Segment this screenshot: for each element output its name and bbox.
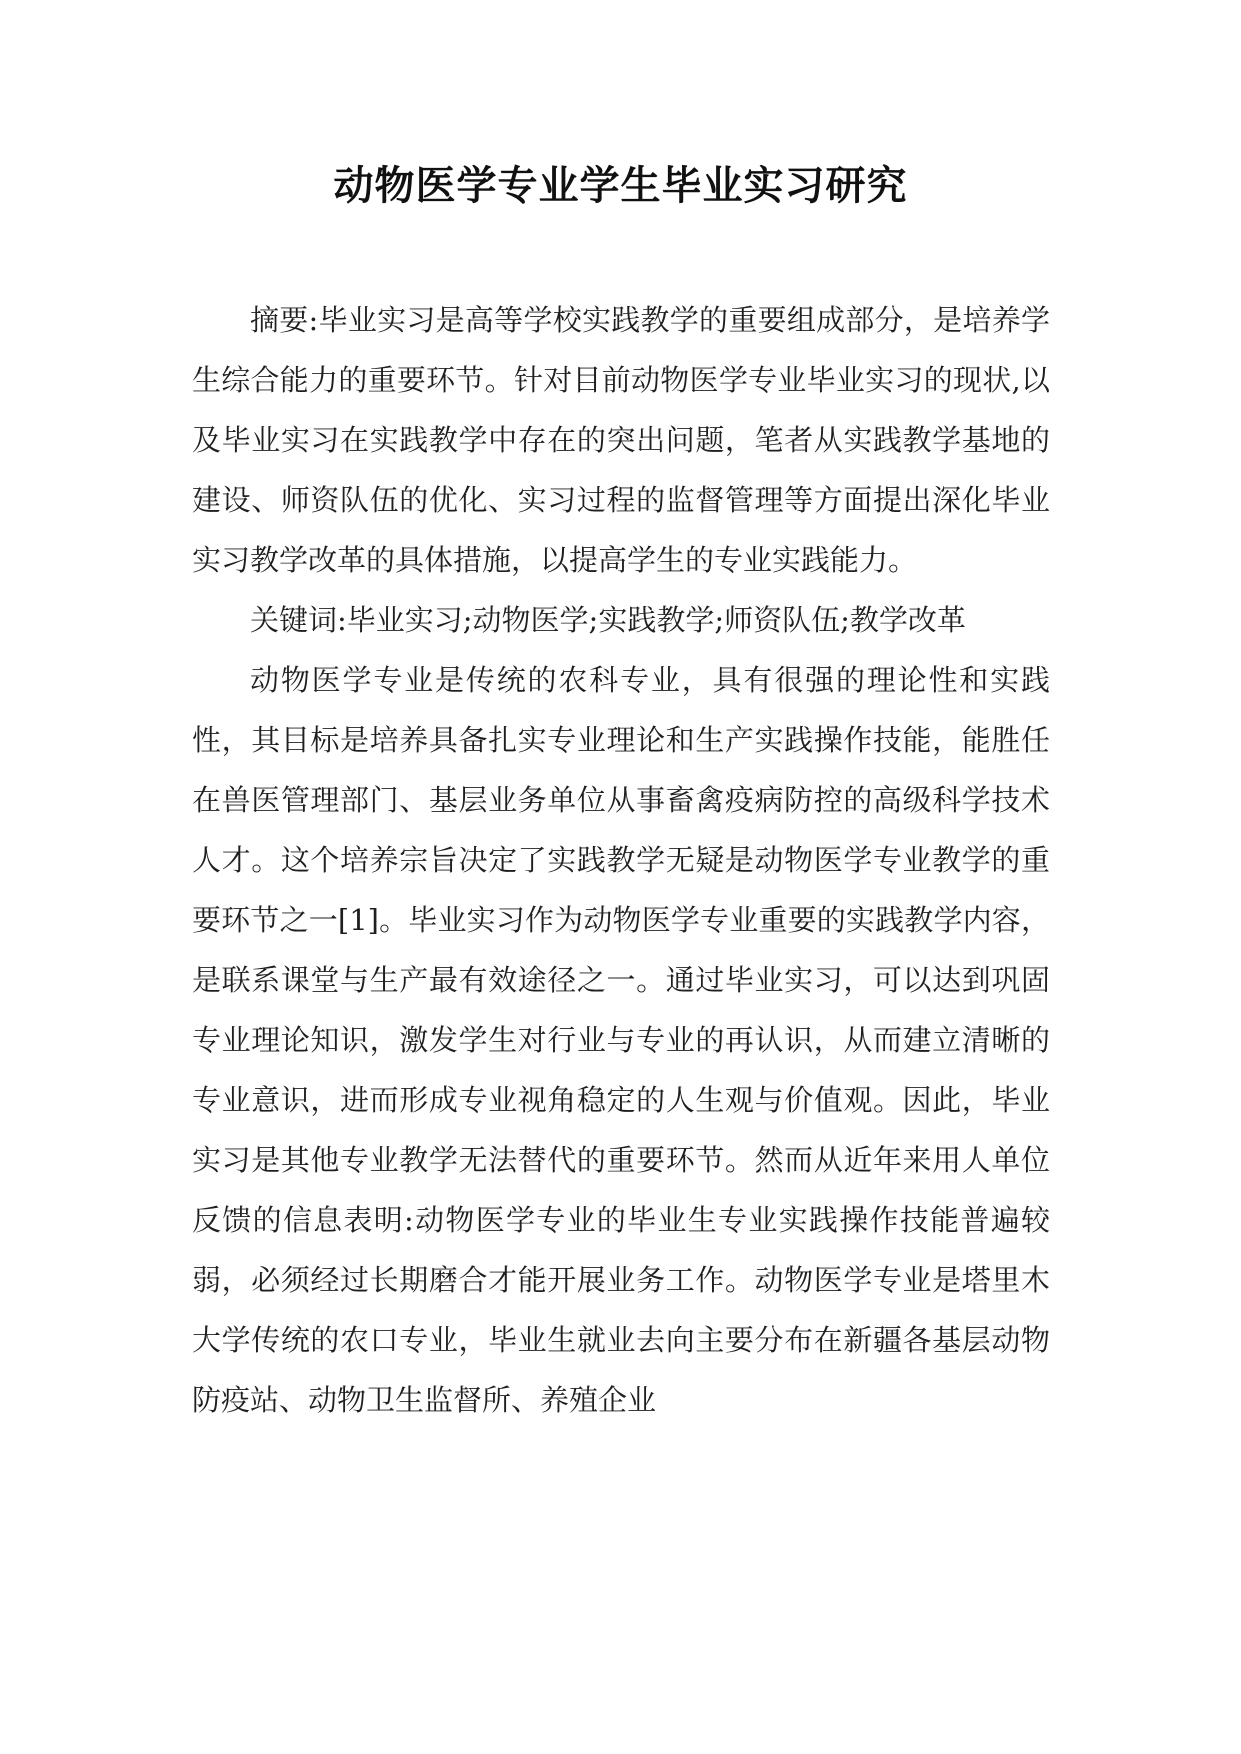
abstract-paragraph — [192, 290, 1050, 590]
document-body — [192, 290, 1050, 1430]
keywords-paragraph — [192, 590, 1050, 650]
body-paragraph: 动物医学专业是传统的农科专业，具有很强的理论性和实践性，其目标是培养具备扎实专业理论和生产实践操作技能，能胜任在兽医管理部门、基层业务单位从事畜禽疫病防控的高级科学技术人才。这个培养宗旨决定了实践教学无疑是动物医学专业教学的重要环节之一[1]。毕业实习作为动物医学专业重要的实践教学内容，是联系课堂与生产最有效途径之一。通过毕业实习，可以达到巩固专业理论知识，激发学生对行业与专业的再认识，从而建立清晰的专业意识，进而形成专业视角稳定的人生观与价值观。因此，毕业实习是其他专业教学无法替代的重要环节。然而从近年来用人单位反馈的信息表明:动物医学专业的毕业生专业实践操作技能普遍较弱，必须经过长期磨合才能开展业务工作。动物医学专业是塔里木大学传统的农口专业，毕业生就业去向主要分布在新疆各基层动物防疫站、动物卫生监督所、养殖企业 — [192, 663, 1050, 1417]
abstract-label: 摘要: — [250, 303, 319, 337]
keywords-text: 毕业实习;动物医学;实践教学;师资队伍;教学改革 — [346, 603, 966, 637]
abstract-text: 毕业实习是高等学校实践教学的重要组成部分，是培养学生综合能力的重要环节。针对目前动物医学专业毕业实习的现状,以及毕业实习在实践教学中存在的突出问题，笔者从实践教学基地的建设、师资队伍的优化、实习过程的监督管理等方面提出深化毕业实习教学改革的具体措施，以提高学生的专业实践能力。 — [192, 303, 1050, 577]
keywords-label: 关键词: — [250, 603, 347, 637]
document-title: 动物医学专业学生毕业实习研究 — [333, 163, 908, 209]
